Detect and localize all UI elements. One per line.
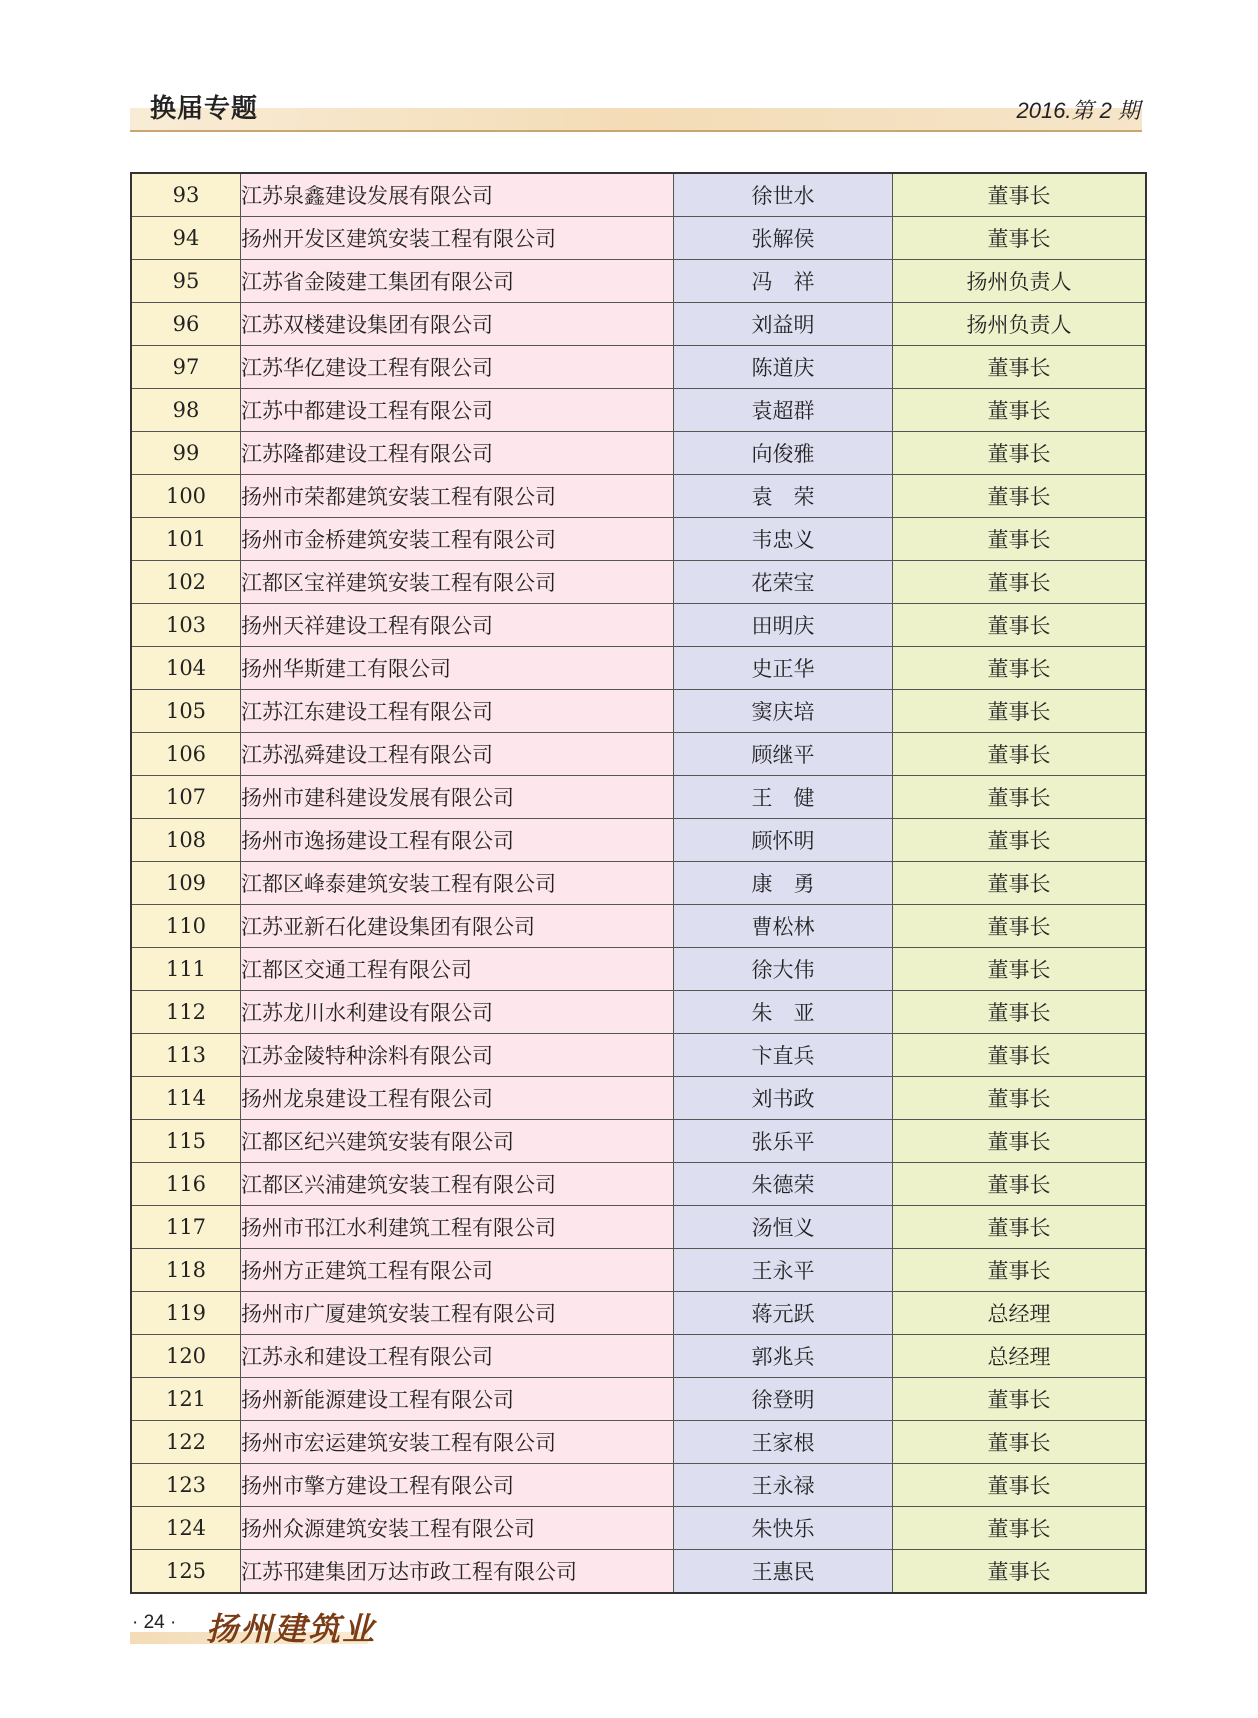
person-name: 韦忠义 [674, 518, 893, 561]
person-name: 郭兆兵 [674, 1335, 893, 1378]
table-row [131, 690, 1146, 733]
row-number: 105 [131, 690, 241, 733]
person-title: 董事长 [893, 217, 1147, 260]
header-band [130, 108, 1142, 132]
company-name: 江苏省金陵建工集团有限公司 [241, 260, 674, 303]
table-row [131, 1034, 1146, 1077]
row-number: 113 [131, 1034, 241, 1077]
person-name: 冯 祥 [674, 260, 893, 303]
company-name: 江都区兴浦建筑安装工程有限公司 [241, 1163, 674, 1206]
person-name: 顾怀明 [674, 819, 893, 862]
person-title: 董事长 [893, 1464, 1147, 1507]
table-row [131, 260, 1146, 303]
person-title: 董事长 [893, 690, 1147, 733]
person-title: 董事长 [893, 432, 1147, 475]
row-number: 102 [131, 561, 241, 604]
person-name: 王家根 [674, 1421, 893, 1464]
row-number: 93 [131, 173, 241, 217]
table-row [131, 475, 1146, 518]
company-name: 江苏中都建设工程有限公司 [241, 389, 674, 432]
table-row [131, 303, 1146, 346]
table-row [131, 1550, 1146, 1594]
person-name: 向俊雅 [674, 432, 893, 475]
person-name: 曹松林 [674, 905, 893, 948]
company-name: 江苏泉鑫建设发展有限公司 [241, 173, 674, 217]
person-name: 蒋元跃 [674, 1292, 893, 1335]
row-number: 101 [131, 518, 241, 561]
row-number: 104 [131, 647, 241, 690]
row-number: 112 [131, 991, 241, 1034]
company-name: 江苏永和建设工程有限公司 [241, 1335, 674, 1378]
table-row [131, 1464, 1146, 1507]
person-title: 董事长 [893, 1249, 1147, 1292]
table-row [131, 389, 1146, 432]
company-name: 江苏亚新石化建设集团有限公司 [241, 905, 674, 948]
company-name: 扬州龙泉建设工程有限公司 [241, 1077, 674, 1120]
row-number: 95 [131, 260, 241, 303]
company-name: 扬州市荣都建筑安装工程有限公司 [241, 475, 674, 518]
person-title: 董事长 [893, 475, 1147, 518]
row-number: 98 [131, 389, 241, 432]
table-row [131, 561, 1146, 604]
company-name: 江苏龙川水利建设有限公司 [241, 991, 674, 1034]
company-name: 江苏双楼建设集团有限公司 [241, 303, 674, 346]
person-name: 徐大伟 [674, 948, 893, 991]
table-row [131, 1206, 1146, 1249]
person-title: 董事长 [893, 173, 1147, 217]
table-row [131, 647, 1146, 690]
table-row [131, 819, 1146, 862]
company-name: 江都区宝祥建筑安装工程有限公司 [241, 561, 674, 604]
table-row [131, 1335, 1146, 1378]
issue-label: 2016.第 2 期 [1016, 98, 1140, 123]
row-number: 125 [131, 1550, 241, 1594]
person-title: 董事长 [893, 561, 1147, 604]
row-number: 103 [131, 604, 241, 647]
company-name: 扬州天祥建设工程有限公司 [241, 604, 674, 647]
person-title: 扬州负责人 [893, 303, 1147, 346]
person-name: 王永平 [674, 1249, 893, 1292]
company-name: 江苏金陵特种涂料有限公司 [241, 1034, 674, 1077]
person-name: 刘益明 [674, 303, 893, 346]
magazine-logo: 扬州建筑业 [206, 1610, 377, 1648]
person-title: 董事长 [893, 1120, 1147, 1163]
row-number: 120 [131, 1335, 241, 1378]
company-name: 江苏华亿建设工程有限公司 [241, 346, 674, 389]
person-title: 董事长 [893, 1034, 1147, 1077]
table-row [131, 217, 1146, 260]
person-name: 袁 荣 [674, 475, 893, 518]
row-number: 119 [131, 1292, 241, 1335]
company-name: 扬州市逸扬建设工程有限公司 [241, 819, 674, 862]
person-title: 董事长 [893, 905, 1147, 948]
person-title: 董事长 [893, 862, 1147, 905]
person-name: 汤恒义 [674, 1206, 893, 1249]
company-name: 江苏邗建集团万达市政工程有限公司 [241, 1550, 674, 1594]
person-title: 董事长 [893, 776, 1147, 819]
person-name: 田明庆 [674, 604, 893, 647]
person-title: 董事长 [893, 1421, 1147, 1464]
person-name: 卞直兵 [674, 1034, 893, 1077]
person-title: 董事长 [893, 1507, 1147, 1550]
person-title: 扬州负责人 [893, 260, 1147, 303]
person-title: 董事长 [893, 948, 1147, 991]
company-name: 扬州市宏运建筑安装工程有限公司 [241, 1421, 674, 1464]
person-name: 康 勇 [674, 862, 893, 905]
person-name: 史正华 [674, 647, 893, 690]
person-title: 董事长 [893, 604, 1147, 647]
person-name: 朱快乐 [674, 1507, 893, 1550]
person-title: 董事长 [893, 819, 1147, 862]
person-title: 董事长 [893, 733, 1147, 776]
table-row [131, 1507, 1146, 1550]
person-title: 董事长 [893, 346, 1147, 389]
row-number: 94 [131, 217, 241, 260]
company-name: 扬州方正建筑工程有限公司 [241, 1249, 674, 1292]
table-row [131, 905, 1146, 948]
company-name: 扬州开发区建筑安装工程有限公司 [241, 217, 674, 260]
company-name: 江都区峰泰建筑安装工程有限公司 [241, 862, 674, 905]
member-table [130, 172, 1147, 1594]
person-title: 董事长 [893, 1077, 1147, 1120]
person-name: 张解侯 [674, 217, 893, 260]
table-row [131, 1077, 1146, 1120]
company-name: 扬州众源建筑安装工程有限公司 [241, 1507, 674, 1550]
person-name: 徐登明 [674, 1378, 893, 1421]
company-name: 江苏泓舜建设工程有限公司 [241, 733, 674, 776]
row-number: 109 [131, 862, 241, 905]
person-name: 花荣宝 [674, 561, 893, 604]
company-name: 扬州华斯建工有限公司 [241, 647, 674, 690]
person-name: 徐世水 [674, 173, 893, 217]
company-name: 江苏隆都建设工程有限公司 [241, 432, 674, 475]
table-row [131, 776, 1146, 819]
person-title: 董事长 [893, 1550, 1147, 1594]
company-name: 扬州新能源建设工程有限公司 [241, 1378, 674, 1421]
person-title: 董事长 [893, 991, 1147, 1034]
row-number: 117 [131, 1206, 241, 1249]
person-name: 朱德荣 [674, 1163, 893, 1206]
row-number: 124 [131, 1507, 241, 1550]
table-row [131, 518, 1146, 561]
company-name: 江苏江东建设工程有限公司 [241, 690, 674, 733]
person-name: 王永禄 [674, 1464, 893, 1507]
row-number: 121 [131, 1378, 241, 1421]
person-name: 张乐平 [674, 1120, 893, 1163]
row-number: 116 [131, 1163, 241, 1206]
person-title: 董事长 [893, 389, 1147, 432]
row-number: 123 [131, 1464, 241, 1507]
company-name: 扬州市建科建设发展有限公司 [241, 776, 674, 819]
row-number: 100 [131, 475, 241, 518]
table-row [131, 948, 1146, 991]
table-row [131, 1292, 1146, 1335]
page-number: · 24 · [132, 1612, 177, 1633]
row-number: 107 [131, 776, 241, 819]
person-title: 董事长 [893, 647, 1147, 690]
row-number: 115 [131, 1120, 241, 1163]
table-row [131, 1249, 1146, 1292]
table-row [131, 1421, 1146, 1464]
person-title: 总经理 [893, 1292, 1147, 1335]
person-name: 窦庆培 [674, 690, 893, 733]
row-number: 108 [131, 819, 241, 862]
person-name: 王 健 [674, 776, 893, 819]
row-number: 96 [131, 303, 241, 346]
table-row [131, 1120, 1146, 1163]
person-name: 顾继平 [674, 733, 893, 776]
person-name: 陈道庆 [674, 346, 893, 389]
member-table-body [131, 173, 1146, 1593]
company-name: 江都区纪兴建筑安装有限公司 [241, 1120, 674, 1163]
row-number: 97 [131, 346, 241, 389]
company-name: 江都区交通工程有限公司 [241, 948, 674, 991]
table-row [131, 1378, 1146, 1421]
person-title: 总经理 [893, 1335, 1147, 1378]
row-number: 106 [131, 733, 241, 776]
table-row [131, 1163, 1146, 1206]
table-row [131, 604, 1146, 647]
person-name: 朱 亚 [674, 991, 893, 1034]
row-number: 118 [131, 1249, 241, 1292]
table-row [131, 173, 1146, 217]
company-name: 扬州市广厦建筑安装工程有限公司 [241, 1292, 674, 1335]
section-title: 换届专题 [150, 94, 259, 124]
person-title: 董事长 [893, 1378, 1147, 1421]
company-name: 扬州市擎方建设工程有限公司 [241, 1464, 674, 1507]
person-name: 王惠民 [674, 1550, 893, 1594]
row-number: 99 [131, 432, 241, 475]
table-row [131, 432, 1146, 475]
table-row [131, 991, 1146, 1034]
company-name: 扬州市金桥建筑安装工程有限公司 [241, 518, 674, 561]
row-number: 110 [131, 905, 241, 948]
table-row [131, 346, 1146, 389]
row-number: 122 [131, 1421, 241, 1464]
table-row [131, 862, 1146, 905]
row-number: 114 [131, 1077, 241, 1120]
person-title: 董事长 [893, 1163, 1147, 1206]
table-row [131, 733, 1146, 776]
person-name: 袁超群 [674, 389, 893, 432]
company-name: 扬州市邗江水利建筑工程有限公司 [241, 1206, 674, 1249]
person-name: 刘书政 [674, 1077, 893, 1120]
row-number: 111 [131, 948, 241, 991]
person-title: 董事长 [893, 1206, 1147, 1249]
person-title: 董事长 [893, 518, 1147, 561]
